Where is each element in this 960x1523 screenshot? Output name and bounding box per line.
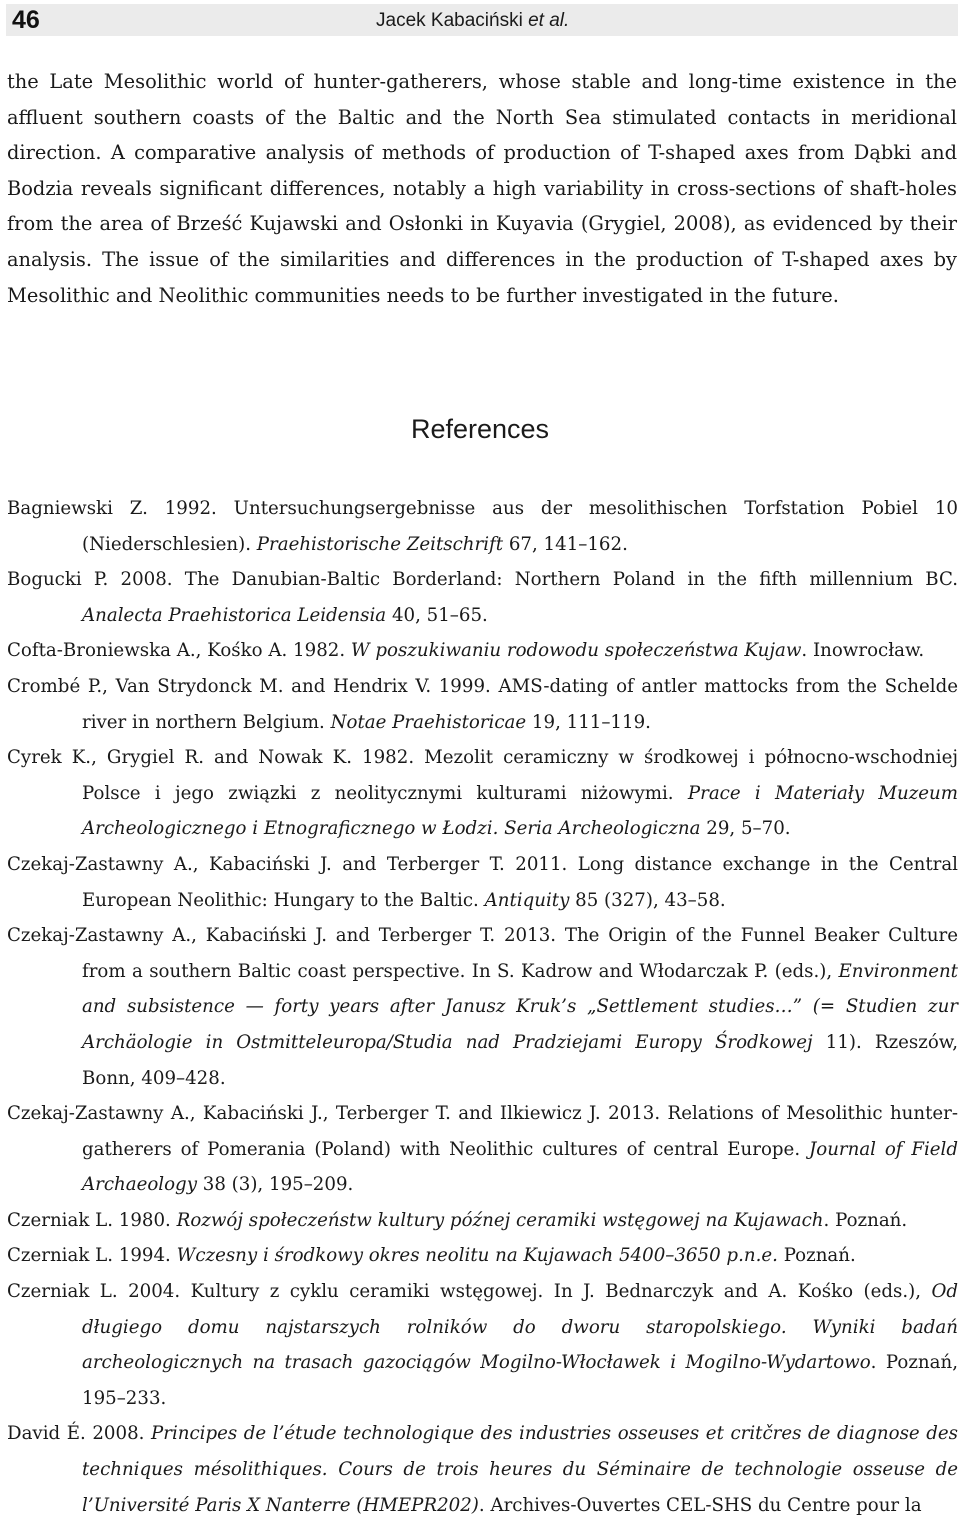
reference-item — [7, 1274, 958, 1416]
ref-text: 40, 51–65. — [386, 604, 488, 626]
reference-item — [7, 1203, 958, 1239]
ref-text: Poznań. — [777, 1245, 856, 1267]
ref-text: 19, 111–119. — [526, 711, 651, 733]
ref-source-title: Environment and subsistence — forty years after Janusz Kruk’s „Settlement studies…” (= Studien zur Archäologie in Ostmitteleuropa/Studia nad Pradziejami Europy Środkowej — [82, 960, 958, 1053]
ref-text: 85 (327), 43–58. — [569, 889, 726, 911]
et-al: et al. — [528, 10, 570, 31]
reference-item — [7, 918, 958, 1096]
ref-text: . Poznań. — [823, 1209, 908, 1231]
ref-text: 29, 5–70. — [700, 818, 791, 840]
ref-text: . Inowrocław. — [801, 640, 925, 662]
reference-item — [7, 1416, 958, 1523]
ref-source-title: Od długiego domu najstarszych rolników do dworu staropolskiego. Wyniki badań archeologicznych na trasach gazociągów Mogilno-Włocławek i Mogilno-Wydartowo — [82, 1281, 958, 1374]
body-paragraph: the Late Mesolithic world of hunter-gatherers, whose stable and long-time existence in the affluent southern coasts of the Baltic and the North Sea stimulated contacts in meridional direction. A comparative analysis of methods of production of T-shaped axes from Dąbki and Bodzia reveals significant differences, notably a high variability in cross-sections of shaft-holes from the area of Brześć Kujawski and Osłonki in Kuyavia (Grygiel, 2008), as evidenced by their analysis. The issue of the similarities and differences in the production of T-shaped axes by Mesolithic and Neolithic communities needs to be further investigated in the future. — [7, 70, 957, 307]
ref-text: Cyrek K., Grygiel R. and Nowak K. 1982. Mezolit ceramiczny w środkowej i północno-wschodniej Polsce i jego związki z neolitycznymi kulturami niżowymi. — [7, 747, 958, 804]
running-head-author — [376, 10, 569, 32]
references-heading: References — [410, 414, 550, 444]
ref-text: Bogucki P. 2008. The Danubian-Baltic Borderland: Northern Poland in the fifth millennium BC. — [7, 569, 958, 591]
ref-text: . Archives-Ouvertes CEL-SHS du Centre pour la — [478, 1494, 922, 1516]
ref-source-title: Journal of Field Archaeology — [82, 1138, 959, 1196]
ref-text: . Poznań, 195–233. — [82, 1352, 958, 1409]
ref-text: Czekaj-Zastawny A., Kabaciński J., Terberger T. and Ilkiewicz J. 2013. Relations of Mesolithic hunter-gatherers of Pomerania (Poland) with Neolithic cultures of central Europe. — [7, 1103, 958, 1160]
reference-item — [7, 633, 958, 669]
ref-source-title: Notae Praehistoricae — [330, 711, 527, 733]
ref-source-title: Prace i Materiały Muzeum Archeologicznego i Etnograficznego w Łodzi. Seria Archeologiczna — [82, 782, 959, 840]
ref-source-title: Praehistorische Zeitschrift — [256, 533, 504, 555]
ref-text: Czerniak L. 1980. — [7, 1209, 177, 1231]
ref-text: Czekaj-Zastawny A., Kabaciński J. and Terberger T. 2013. The Origin of the Funnel Beaker Culture from a southern Baltic coast perspective. In S. Kadrow and Włodarczak P. (eds.), — [7, 925, 958, 982]
reference-item — [7, 669, 958, 740]
ref-text: Czekaj-Zastawny A., Kabaciński J. and Terberger T. 2011. Long distance exchange in the Central European Neolithic: Hungary to the Baltic. — [7, 853, 958, 911]
reference-item — [7, 1096, 958, 1203]
ref-text: Czerniak L. 2004. Kultury z cyklu ceramiki wstęgowej. In J. Bednarczyk and A. Kośko (eds.), — [7, 1281, 932, 1303]
reference-list — [7, 491, 958, 1523]
ref-source-title: Wczesny i środkowy okres neolitu na Kujawach 5400–3650 p.n.e. — [176, 1245, 778, 1267]
ref-text: Czerniak L. 1994. — [7, 1245, 177, 1267]
ref-source-title: Principes de l’étude technologique des industries osseuses et critčres de diagnose des techniques mésolithiques. Cours de trois heures du Séminaire de technologie osseuse de l’Université Paris X Nanterre (HMEPR202) — [82, 1423, 958, 1516]
reference-item — [7, 491, 958, 562]
reference-item — [7, 1238, 958, 1274]
ref-text: Bagniewski Z. 1992. Untersuchungsergebnisse aus der mesolithischen Torfstation Pobiel 10 (Niederschlesien). — [7, 498, 958, 555]
ref-text: 11). Rzeszów, Bonn, 409–428. — [82, 1031, 958, 1089]
ref-text: David É. 2008. — [7, 1423, 152, 1445]
ref-source-title: Antiquity — [484, 889, 570, 911]
reference-item — [7, 562, 958, 633]
ref-text: 38 (3), 195–209. — [196, 1174, 354, 1196]
reference-item — [7, 740, 958, 847]
reference-item — [7, 847, 958, 918]
ref-source-title: Rozwój społeczeństw kultury późnej ceramiki wstęgowej na Kujawach — [176, 1209, 824, 1231]
ref-text: 67, 141–162. — [503, 533, 628, 555]
page-number: 46 — [12, 6, 40, 34]
ref-text: Crombé P., Van Strydonck M. and Hendrix V. 1999. AMS-dating of antler mattocks from the Schelde river in northern Belgium. — [7, 675, 958, 733]
running-header — [6, 4, 958, 36]
ref-source-title: Analecta Praehistorica Leidensia — [82, 604, 387, 626]
ref-source-title: W poszukiwaniu rodowodu społeczeństwa Kujaw — [350, 640, 802, 662]
author-name: Jacek Kabaciński — [376, 10, 523, 31]
ref-text: Cofta-Broniewska A., Kośko A. 1982. — [7, 640, 351, 662]
